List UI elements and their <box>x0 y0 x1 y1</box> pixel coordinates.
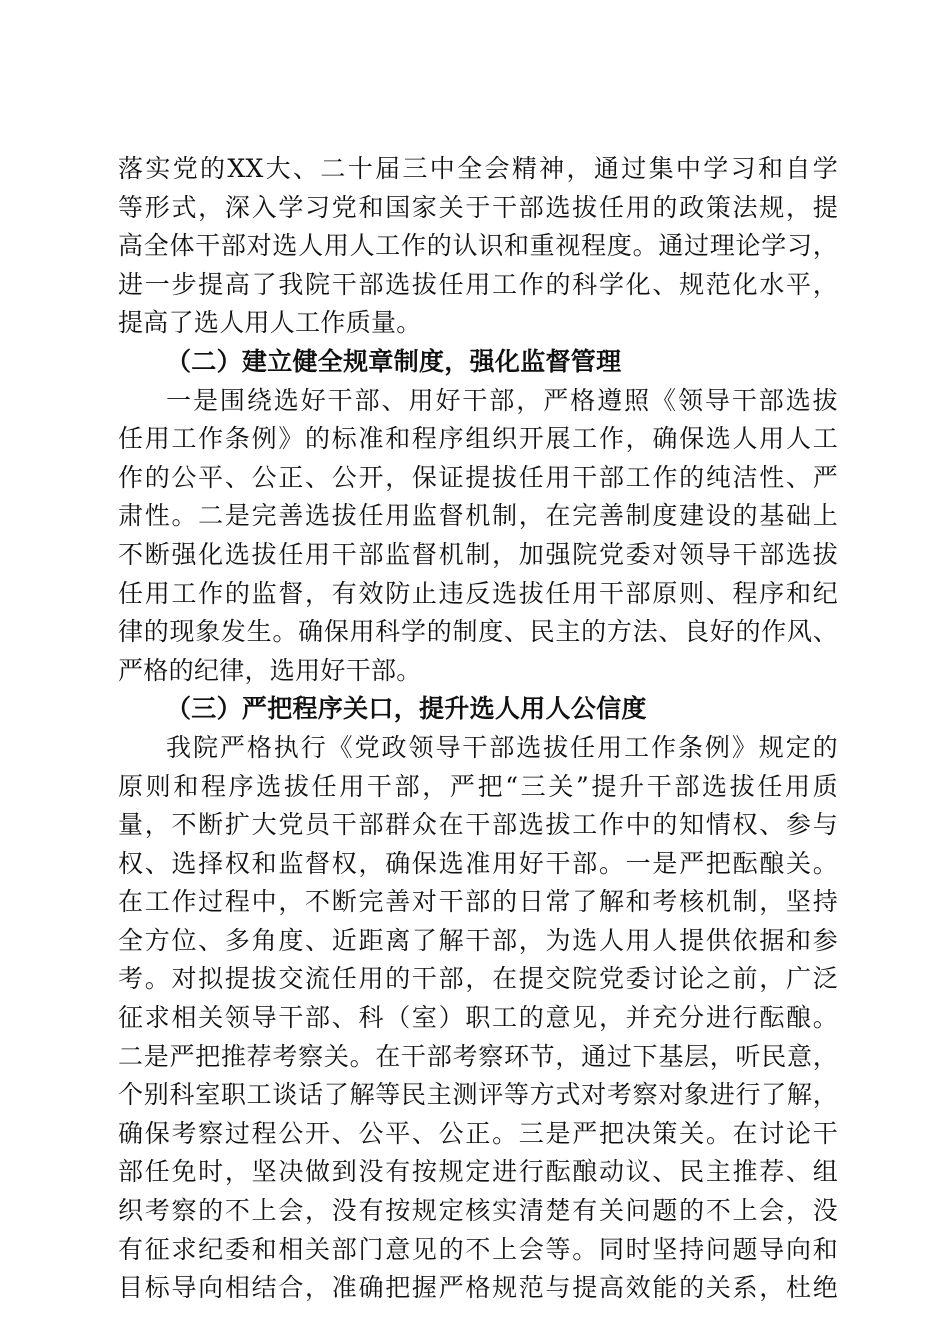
text-line: 考。对拟提拔交流任用的干部，在提交院党委讨论之前，广泛 <box>118 964 838 994</box>
text-line: 二是严把推荐考察关。在干部考察环节，通过下基层，听民意， <box>118 1041 838 1071</box>
section-heading: （三）严把程序关口，提升选人用人公信度 <box>166 694 647 724</box>
text-line: 律的现象发生。确保用科学的制度、民主的方法、良好的作风、 <box>118 617 838 647</box>
text-line: 确保考察过程公开、公平、公正。三是严把决策关。在讨论干 <box>118 1118 838 1148</box>
text-line: 权、选择权和监督权，确保选准用好干部。一是严把酝酿关。 <box>118 848 838 878</box>
text-line: 任用工作条例》的标准和程序组织开展工作，确保选人用人工 <box>118 424 838 454</box>
section-heading: （二）建立健全规章制度，强化监督管理 <box>166 346 622 376</box>
text-line: 一是围绕选好干部、用好干部，严格遵照《领导干部选拔 <box>166 385 838 415</box>
text-line: 作的公平、公正、公开，保证提拔任用干部工作的纯洁性、严 <box>118 462 838 492</box>
text-line: 量，不断扩大党员干部群众在干部选拔工作中的知情权、参与 <box>118 810 838 840</box>
text-line: 有征求纪委和相关部门意见的不上会等。同时坚持问题导向和 <box>118 1234 838 1264</box>
text-line: 等形式，深入学习党和国家关于干部选拔任用的政策法规，提 <box>118 192 838 222</box>
text-line: 落实党的XX大、二十届三中全会精神，通过集中学习和自学 <box>118 154 838 183</box>
text-line: 部任免时，坚决做到没有按规定进行酝酿动议、民主推荐、组 <box>118 1157 838 1187</box>
document-body <box>118 150 838 1308</box>
text-line: 个别科室职工谈话了解等民主测评等方式对考察对象进行了解， <box>118 1080 838 1110</box>
text-line: 在工作过程中，不断完善对干部的日常了解和考核机制，坚持 <box>118 887 838 917</box>
text-line: 任用工作的监督，有效防止违反选拔任用干部原则、程序和纪 <box>118 578 838 608</box>
text-line: 进一步提高了我院干部选拔任用工作的科学化、规范化水平， <box>118 269 838 299</box>
text-line: 不断强化选拔任用干部监督机制，加强院党委对领导干部选拔 <box>118 539 838 569</box>
text-line: 织考察的不上会，没有按规定核实清楚有关问题的不上会，没 <box>118 1196 838 1226</box>
text-line: 肃性。二是完善选拔任用监督机制，在完善制度建设的基础上 <box>118 501 838 531</box>
text-line: 提高了选人用人工作质量。 <box>118 308 422 338</box>
text-line: 原则和程序选拔任用干部，严把“三关”提升干部选拔任用质 <box>118 771 838 801</box>
text-line: 严格的纪律，选用好干部。 <box>118 655 422 685</box>
text-line: 我院严格执行《党政领导干部选拔任用工作条例》规定的 <box>166 732 838 762</box>
text-line: 目标导向相结合，准确把握严格规范与提高效能的关系，杜绝 <box>118 1273 838 1303</box>
text-line: 高全体干部对选人用人工作的认识和重视程度。通过理论学习， <box>118 231 838 261</box>
text-line: 全方位、多角度、近距离了解干部，为选人用人提供依据和参 <box>118 925 838 955</box>
text-line: 征求相关领导干部、科（室）职工的意见，并充分进行酝酿。 <box>118 1003 838 1033</box>
